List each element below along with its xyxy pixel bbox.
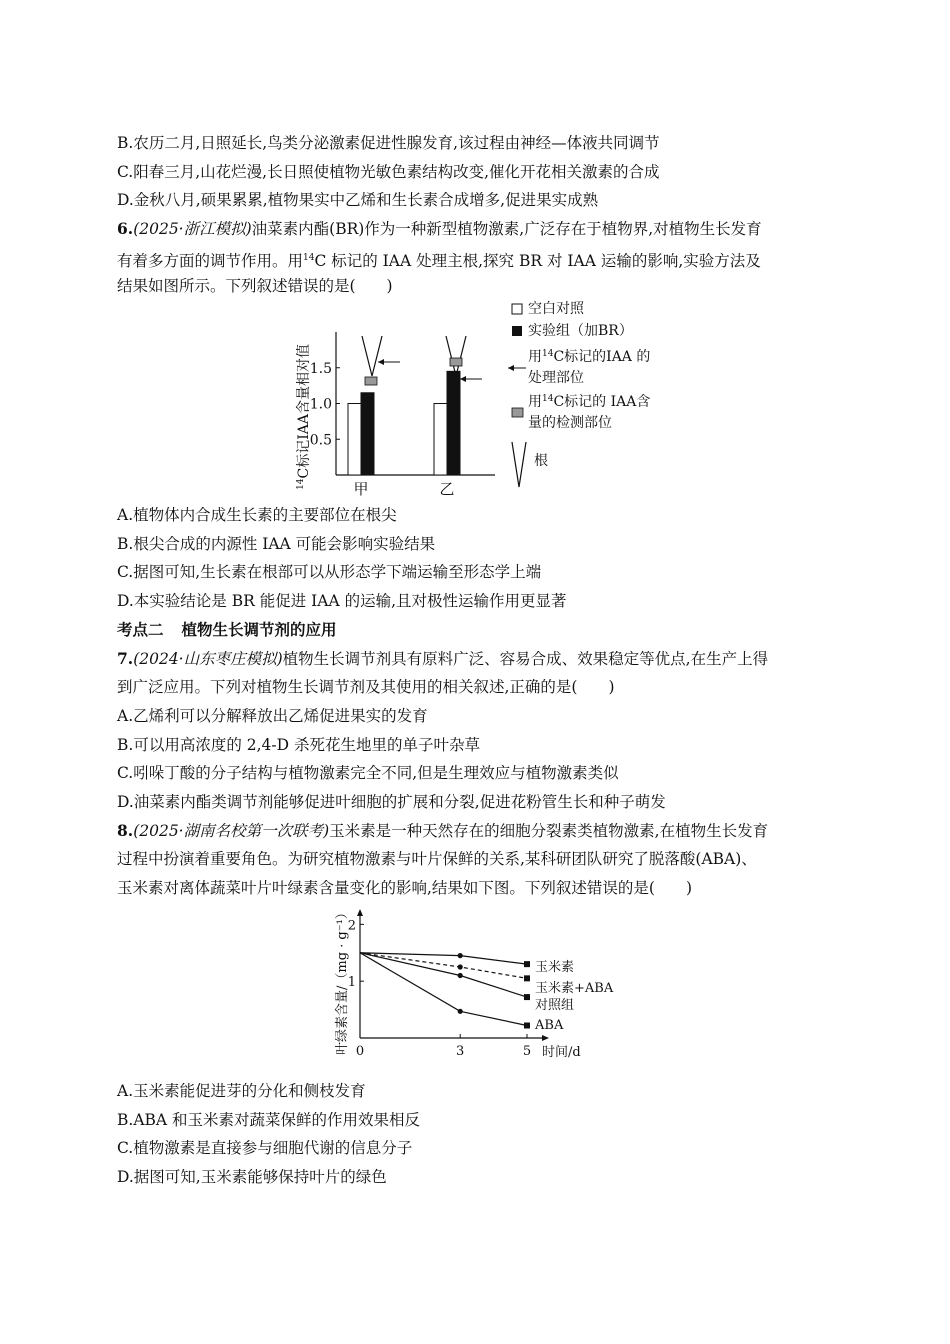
q8-figure <box>330 905 650 1070</box>
legend-detect-b: C标记的 IAA含 <box>553 394 651 410</box>
legend-apply-line2: 处理部位 <box>528 370 584 386</box>
q6-stem-text2b: C 标记的 IAA 处理主根,探究 BR 对 IAA 运输的影响,实验方法及 <box>314 252 761 271</box>
q6-figure <box>290 292 670 502</box>
legend-blank-label: 空白对照 <box>528 301 584 317</box>
chart1-category-label: 乙 <box>439 480 455 498</box>
chart2-point <box>458 1009 463 1014</box>
chart1-bar-blank-1 <box>434 404 447 476</box>
legend-apply-b: C标记的IAA 的 <box>553 349 651 365</box>
legend-root-label: 根 <box>534 453 548 469</box>
q6-option-c: C.据图可知,生长素在根部可以从形态学下端运输至形态学上端 <box>117 563 542 581</box>
legend-detect-sup: 14 <box>542 394 554 404</box>
q5-option-c: C.阳春三月,山花烂漫,长日照使植物光敏色素结构改变,催化开花相关激素的合成 <box>117 163 660 181</box>
q7-source: (2024·山东枣庄模拟) <box>133 650 283 668</box>
q7-option-c: C.吲哚丁酸的分子结构与植物激素完全不同,但是生理效应与植物激素类似 <box>117 764 619 782</box>
q6-option-a: A.植物体内合成生长素的主要部位在根尖 <box>117 506 397 524</box>
q6-stem-line2 <box>117 248 761 271</box>
q6-option-b: B.根尖合成的内源性 IAA 可能会影响实验结果 <box>117 535 436 553</box>
chart2-point <box>524 1023 530 1029</box>
chart2-xtick-label: 0 <box>355 1044 365 1059</box>
chart2-ylabel-text: 叶绿素含量/（mg · g⁻¹） <box>335 906 350 1055</box>
q8-number: 8. <box>117 821 134 840</box>
chart1-bar-blank-0 <box>348 404 361 476</box>
q7-option-d: D.油菜素内酯类调节剂能够促进叶细胞的扩展和分裂,促进花粉管生长和种子萌发 <box>117 793 666 811</box>
chart2-point <box>524 994 530 1000</box>
chart2-point <box>524 975 530 981</box>
q6-stem-sup: 14 <box>303 253 315 263</box>
chart1-ylabel-text: C标记IAA含量相对值 <box>296 344 312 479</box>
chart2-series-label: 玉米素+ABA <box>535 981 614 996</box>
legend-exp-swatch <box>512 326 522 336</box>
detect-site-jia <box>365 377 377 385</box>
chart2-series-line <box>360 953 527 997</box>
q8-stem-line1 <box>117 821 768 841</box>
q6-option-d: D.本实验结论是 BR 能促进 IAA 的运输,且对极性运输作用更显著 <box>117 592 567 610</box>
chart2-series-label: 对照组 <box>535 998 575 1013</box>
q8-option-d: D.据图可知,玉米素能够保持叶片的绿色 <box>117 1168 387 1186</box>
q8-stem-line2: 过程中扮演着重要角色。为研究植物激素与叶片保鲜的关系,某科研团队研究了脱落酸(ABA)、 <box>117 850 757 868</box>
chart1-bar-exp-1 <box>447 371 460 475</box>
chart2-xtick-label: 5 <box>522 1044 532 1059</box>
legend-apply-a: 用 <box>528 349 542 365</box>
legend-detect-line2: 量的检测部位 <box>528 415 612 431</box>
chart2-ytick-label: 1 <box>347 975 356 991</box>
chart2-point <box>458 964 463 969</box>
q7-stem-line1 <box>117 649 768 669</box>
legend-apply-sup: 14 <box>542 349 554 359</box>
chart2-series-line <box>360 953 527 979</box>
q6-stem-line3: 结果如图所示。下列叙述错误的是( ) <box>117 277 393 295</box>
q7-option-b: B.可以用高浓度的 2,4-D 杀死花生地里的单子叶杂草 <box>117 736 480 754</box>
chart1-bar-exp-0 <box>361 393 374 475</box>
chart1-ytick-label: 0.5 <box>309 432 332 449</box>
q8-source: (2025·湖南名校第一次联考) <box>133 822 330 840</box>
chart1-ytick-label: 1.0 <box>309 396 332 413</box>
q7-stem-text1: 植物生长调节剂具有原料广泛、容易合成、效果稳定等优点,在生产上得 <box>282 650 769 668</box>
q7-option-a: A.乙烯利可以分解释放出乙烯促进果实的发育 <box>117 707 428 725</box>
q5-option-d: D.金秋八月,硕果累累,植物果实中乙烯和生长素合成增多,促进果实成熟 <box>117 191 599 209</box>
q8-stem-text1: 玉米素是一种天然存在的细胞分裂素类植物激素,在植物生长发育 <box>329 822 769 840</box>
chart1-ytick-label: 1.5 <box>309 360 332 377</box>
q5-option-b: B.农历二月,日照延长,鸟类分泌激素促进性腺发育,该过程由神经—体液共同调节 <box>117 134 660 152</box>
legend-detect-line1 <box>528 393 650 410</box>
root-yi-shape <box>446 336 466 376</box>
legend-detect-a: 用 <box>528 394 542 410</box>
q8-option-c: C.植物激素是直接参与细胞代谢的信息分子 <box>117 1139 413 1157</box>
q6-stem-text2a: 有着多方面的调节作用。用 <box>117 252 304 271</box>
q7-stem-line2: 到广泛应用。下列对植物生长调节剂及其使用的相关叙述,正确的是( ) <box>117 678 615 696</box>
section-heading <box>117 620 337 640</box>
chart1-ylabel-sup: 14 <box>296 478 306 490</box>
q8-option-a: A.玉米素能促进芽的分化和侧枝发育 <box>117 1082 366 1100</box>
chart2-xtick-label: 3 <box>456 1044 465 1059</box>
chart2-series-label: ABA <box>535 1018 564 1033</box>
q8-option-b: B.ABA 和玉米素对蔬菜保鲜的作用效果相反 <box>117 1111 421 1129</box>
chart1-category-label: 甲 <box>353 480 369 498</box>
root-jia-shape <box>362 336 382 376</box>
section-title: 植物生长调节剂的应用 <box>181 621 337 639</box>
section-label: 考点二 <box>117 621 164 639</box>
q6-stem-line1 <box>117 219 762 239</box>
legend-apply-line1 <box>528 348 650 365</box>
chart2-series-label: 玉米素 <box>535 960 575 975</box>
legend-blank-swatch <box>512 304 522 314</box>
chart2-point <box>458 953 463 958</box>
q6-stem-text1: 油菜素内酯(BR)作为一种新型植物激素,广泛存在于植物界,对植物生长发育 <box>251 220 762 238</box>
q7-number: 7. <box>117 649 134 668</box>
legend-exp-label: 实验组（加BR） <box>528 323 633 339</box>
legend-root-icon <box>512 442 526 487</box>
chart2-point <box>458 973 463 978</box>
q6-source: (2025·浙江模拟) <box>133 220 252 238</box>
chart2-point <box>524 961 530 967</box>
root-diagram-jia <box>362 336 400 385</box>
detect-site-yi <box>450 358 462 366</box>
chart2-ytick-label: 2 <box>347 918 356 934</box>
q6-number: 6. <box>117 219 134 238</box>
legend-detect-swatch <box>512 408 523 417</box>
chart2-xlabel: 时间/d <box>542 1045 581 1060</box>
q8-stem-line3: 玉米素对离体蔬菜叶片叶绿素含量变化的影响,结果如下图。下列叙述错误的是( ) <box>117 879 693 897</box>
